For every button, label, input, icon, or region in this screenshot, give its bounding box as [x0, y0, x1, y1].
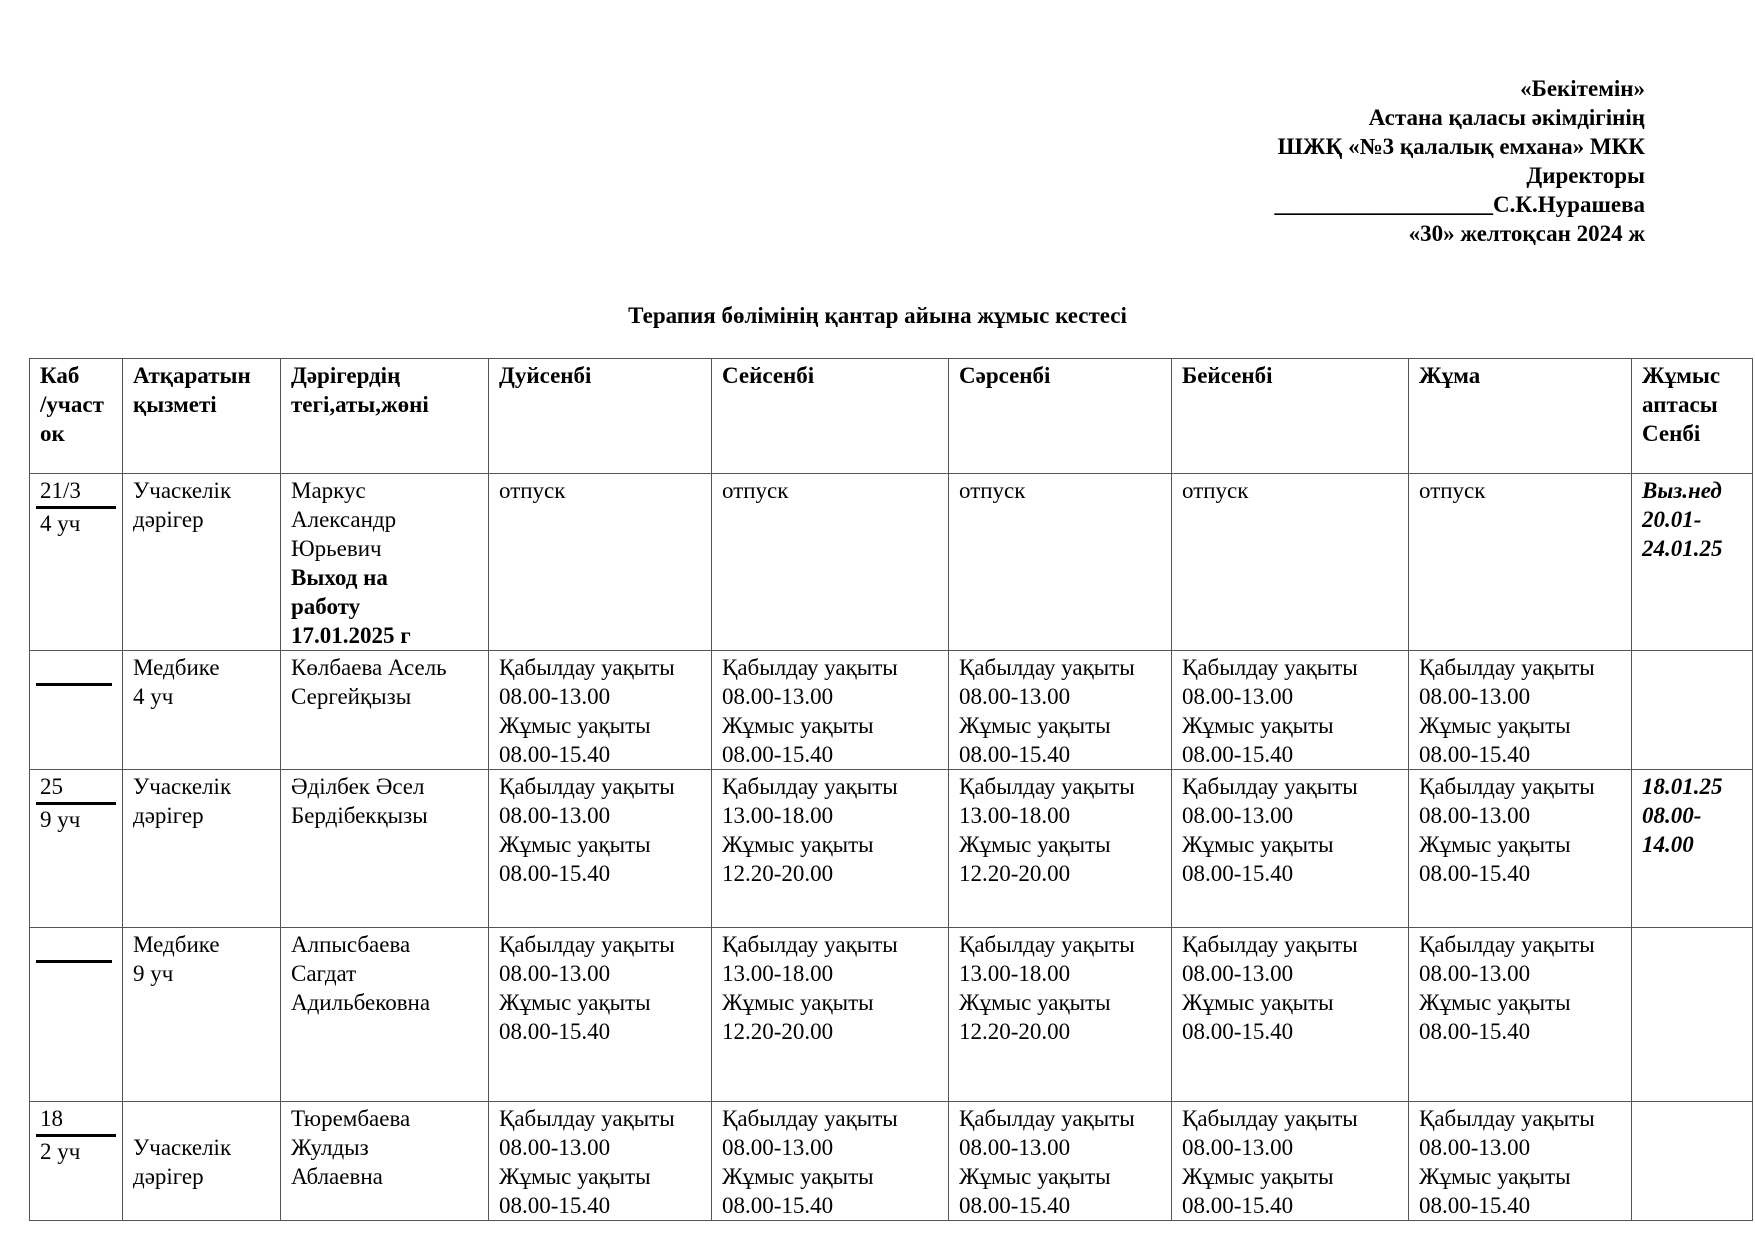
- wednesday-cell: [949, 770, 1172, 928]
- schedule-line: Жұмыс уақыты: [499, 832, 651, 857]
- header-cab: [30, 359, 123, 474]
- saturday-line: 18.01.25: [1642, 774, 1723, 799]
- schedule-line: 08.00-13.00: [722, 684, 834, 709]
- friday-cell: [1409, 928, 1632, 1102]
- schedule-line: 08.00-15.40: [499, 861, 611, 886]
- header-doctor: [281, 359, 489, 474]
- schedule-line: Қабылдау уақыты: [959, 655, 1135, 680]
- schedule-line: 08.00-13.00: [499, 684, 611, 709]
- header-doctor-line: тегі,аты,жөні: [291, 392, 429, 417]
- monday-cell: [489, 770, 712, 928]
- monday-cell: [489, 474, 712, 651]
- schedule-line: Жұмыс уақыты: [499, 990, 651, 1015]
- position-cell: [123, 1102, 281, 1221]
- name-cell: [281, 770, 489, 928]
- schedule-line: Қабылдау уақыты: [1419, 774, 1595, 799]
- table-row: [30, 1102, 1753, 1221]
- name-line: Юрьевич: [291, 536, 382, 561]
- tuesday-cell: [712, 770, 949, 928]
- thursday-cell: [1172, 651, 1409, 770]
- schedule-line: отпуск: [1182, 478, 1249, 503]
- schedule-line: 08.00-13.00: [959, 684, 1071, 709]
- blank-cab-line: [36, 683, 112, 686]
- schedule-line: 08.00-15.40: [1419, 742, 1531, 767]
- schedule-line: 08.00-15.40: [1182, 742, 1294, 767]
- header-row: [30, 359, 1753, 474]
- wednesday-cell: [949, 1102, 1172, 1221]
- schedule-line: 08.00-13.00: [1182, 961, 1294, 986]
- district: 9 уч: [40, 807, 81, 832]
- schedule-line: 08.00-15.40: [959, 1193, 1071, 1218]
- tuesday-cell: [712, 1102, 949, 1221]
- schedule-line: Жұмыс уақыты: [959, 990, 1111, 1015]
- saturday-cell: [1632, 928, 1753, 1102]
- schedule-line: Қабылдау уақыты: [722, 932, 898, 957]
- schedule-line: 12.20-20.00: [959, 861, 1071, 886]
- position-line: 4 уч: [133, 684, 174, 709]
- schedule-line: Жұмыс уақыты: [722, 990, 874, 1015]
- name-line: Әділбек Әсел: [291, 774, 425, 799]
- position-line: Медбике: [133, 932, 220, 957]
- schedule-line: Қабылдау уақыты: [722, 774, 898, 799]
- name-line: Аблаевна: [291, 1164, 383, 1189]
- schedule-line: 08.00-15.40: [1419, 861, 1531, 886]
- schedule-line: Жұмыс уақыты: [1419, 832, 1571, 857]
- position-cell: [123, 474, 281, 651]
- position-cell: [123, 928, 281, 1102]
- schedule-line: Қабылдау уақыты: [1419, 655, 1595, 680]
- position-line: дәрігер: [133, 507, 204, 532]
- schedule-line: Жұмыс уақыты: [959, 1164, 1111, 1189]
- header-cab-line: /участ: [40, 392, 104, 417]
- name-line: Сергейқызы: [291, 684, 412, 709]
- schedule-line: Қабылдау уақыты: [1182, 655, 1358, 680]
- cab-cell: [30, 770, 123, 928]
- cab-cell: [30, 1102, 123, 1221]
- schedule-line: 08.00-13.00: [959, 1135, 1071, 1160]
- schedule-line: Жұмыс уақыты: [959, 713, 1111, 738]
- schedule-line: 12.20-20.00: [959, 1019, 1071, 1044]
- schedule-line: Қабылдау уақыты: [1419, 932, 1595, 957]
- tuesday-cell: [712, 651, 949, 770]
- approval-date: «30» желтоқсан 2024 ж: [1408, 221, 1645, 246]
- schedule-line: 08.00-15.40: [499, 742, 611, 767]
- header-thursday: Бейсенбі: [1172, 359, 1409, 474]
- saturday-line: Выз.нед: [1642, 478, 1722, 503]
- return-note-line: 17.01.2025 г: [291, 623, 411, 648]
- friday-cell: [1409, 651, 1632, 770]
- schedule-line: Қабылдау уақыты: [1182, 1106, 1358, 1131]
- name-line: Сагдат: [291, 961, 357, 986]
- schedule-line: 08.00-13.00: [499, 961, 611, 986]
- position-cell: [123, 651, 281, 770]
- thursday-cell: [1172, 474, 1409, 651]
- schedule-line: 08.00-15.40: [1419, 1019, 1531, 1044]
- header-friday: Жұма: [1409, 359, 1632, 474]
- schedule-line: Қабылдау уақыты: [1182, 774, 1358, 799]
- schedule-line: Қабылдау уақыты: [1182, 932, 1358, 957]
- position-line: Учаскелік: [133, 774, 232, 799]
- header-cab-line: Каб: [40, 363, 80, 388]
- schedule-line: Жұмыс уақыты: [722, 1164, 874, 1189]
- approval-line: Астана қаласы әкімдігінің: [1368, 105, 1645, 130]
- header-monday: Дуйсенбі: [489, 359, 712, 474]
- schedule-line: 08.00-13.00: [722, 1135, 834, 1160]
- schedule-line: 08.00-15.40: [1182, 1019, 1294, 1044]
- approval-line: Директоры: [1526, 163, 1645, 188]
- wednesday-cell: [949, 474, 1172, 651]
- document-title: Терапия бөлімінің қантар айына жұмыс кестесі: [628, 303, 1127, 328]
- cab-number: 21/3: [36, 476, 116, 509]
- name-line: Тюрембаева: [291, 1106, 411, 1131]
- friday-cell: [1409, 1102, 1632, 1221]
- schedule-line: 13.00-18.00: [722, 961, 834, 986]
- schedule-line: Жұмыс уақыты: [1182, 990, 1334, 1015]
- schedule-line: отпуск: [959, 478, 1026, 503]
- schedule-line: 12.20-20.00: [722, 1019, 834, 1044]
- schedule-line: 13.00-18.00: [959, 961, 1071, 986]
- position-line: 9 уч: [133, 961, 174, 986]
- position-line: Медбике: [133, 655, 220, 680]
- schedule-table: [29, 358, 1753, 1221]
- schedule-line: 08.00-13.00: [1419, 803, 1531, 828]
- header-doctor-line: Дәрігердің: [291, 363, 401, 388]
- name-line: Адильбековна: [291, 990, 431, 1015]
- schedule-line: Жұмыс уақыты: [1182, 1164, 1334, 1189]
- schedule-line: 08.00-13.00: [499, 803, 611, 828]
- schedule-line: 08.00-15.40: [722, 742, 834, 767]
- header-saturday-line: Жұмыс: [1642, 363, 1721, 388]
- name-line: Алпысбаева: [291, 932, 411, 957]
- name-line: Маркус: [291, 478, 366, 503]
- schedule-line: 08.00-15.40: [722, 1193, 834, 1218]
- position-line: [133, 1104, 272, 1133]
- schedule-line: Қабылдау уақыты: [959, 1106, 1135, 1131]
- table-row: [30, 474, 1753, 651]
- schedule-line: Жұмыс уақыты: [959, 832, 1111, 857]
- thursday-cell: [1172, 770, 1409, 928]
- return-note-line: Выход на: [291, 565, 388, 590]
- saturday-cell: [1632, 1102, 1753, 1221]
- schedule-line: Жұмыс уақыты: [1419, 990, 1571, 1015]
- approval-block: [1274, 74, 1645, 248]
- district: 2 уч: [40, 1139, 81, 1164]
- schedule-line: 08.00-13.00: [1182, 684, 1294, 709]
- schedule-line: 08.00-15.40: [499, 1019, 611, 1044]
- saturday-line: 20.01-: [1642, 507, 1702, 532]
- friday-cell: [1409, 770, 1632, 928]
- header-saturday: [1632, 359, 1753, 474]
- cab-cell: [30, 651, 123, 770]
- schedule-line: Жұмыс уақыты: [1182, 832, 1334, 857]
- schedule-line: Жұмыс уақыты: [722, 832, 874, 857]
- schedule-line: Жұмыс уақыты: [499, 713, 651, 738]
- district: 4 уч: [40, 511, 81, 536]
- return-note-line: работу: [291, 594, 361, 619]
- schedule-line: Жұмыс уақыты: [1419, 713, 1571, 738]
- header-position-line: Атқаратын: [133, 363, 251, 388]
- schedule-line: Қабылдау уақыты: [959, 932, 1135, 957]
- saturday-cell: [1632, 770, 1753, 928]
- saturday-line: 24.01.25: [1642, 536, 1723, 561]
- schedule-line: 08.00-13.00: [1419, 961, 1531, 986]
- approval-line: ШЖҚ «№3 қалалық емхана» МКК: [1277, 134, 1645, 159]
- schedule-line: 08.00-13.00: [1182, 803, 1294, 828]
- name-cell: [281, 474, 489, 651]
- monday-cell: [489, 651, 712, 770]
- saturday-line: 14.00: [1642, 832, 1694, 857]
- schedule-line: отпуск: [499, 478, 566, 503]
- cab-cell: [30, 928, 123, 1102]
- schedule-line: 08.00-13.00: [1419, 684, 1531, 709]
- position-line: Учаскелік: [133, 478, 232, 503]
- schedule-line: 08.00-15.40: [1419, 1193, 1531, 1218]
- table-row: [30, 770, 1753, 928]
- schedule-line: 12.20-20.00: [722, 861, 834, 886]
- schedule-line: 08.00-15.40: [959, 742, 1071, 767]
- cab-number: 25: [36, 772, 116, 805]
- position-line: дәрігер: [133, 803, 204, 828]
- approval-signature-line: ___________________С.К.Нурашева: [1274, 192, 1645, 217]
- schedule-line: 08.00-15.40: [1182, 861, 1294, 886]
- header-position: [123, 359, 281, 474]
- schedule-line: отпуск: [722, 478, 789, 503]
- schedule-line: Жұмыс уақыты: [499, 1164, 651, 1189]
- schedule-line: 08.00-13.00: [1182, 1135, 1294, 1160]
- name-line: Жулдыз: [291, 1135, 369, 1160]
- name-line: Көлбаева Асель: [291, 655, 447, 680]
- schedule-line: отпуск: [1419, 478, 1486, 503]
- monday-cell: [489, 928, 712, 1102]
- table-row: [30, 651, 1753, 770]
- position-cell: [123, 770, 281, 928]
- schedule-line: 08.00-13.00: [499, 1135, 611, 1160]
- schedule-line: Қабылдау уақыты: [499, 774, 675, 799]
- schedule-line: 08.00-15.40: [499, 1193, 611, 1218]
- header-saturday-line: аптасы: [1642, 392, 1718, 417]
- blank-cab-line: [36, 960, 112, 963]
- schedule-line: Қабылдау уақыты: [1419, 1106, 1595, 1131]
- schedule-line: Қабылдау уақыты: [499, 1106, 675, 1131]
- header-tuesday: Сейсенбі: [712, 359, 949, 474]
- saturday-cell: [1632, 651, 1753, 770]
- position-line: дәрігер: [133, 1164, 204, 1189]
- header-position-line: қызметі: [133, 392, 217, 417]
- name-line: Александр: [291, 507, 397, 532]
- schedule-line: Қабылдау уақыты: [722, 1106, 898, 1131]
- wednesday-cell: [949, 928, 1172, 1102]
- schedule-line: Жұмыс уақыты: [722, 713, 874, 738]
- header-cab-line: ок: [40, 421, 65, 446]
- schedule-line: Қабылдау уақыты: [499, 932, 675, 957]
- header-saturday-line: Сенбі: [1642, 421, 1701, 446]
- schedule-line: 13.00-18.00: [722, 803, 834, 828]
- approval-line: «Бекітемін»: [1520, 76, 1645, 101]
- schedule-line: Қабылдау уақыты: [959, 774, 1135, 799]
- schedule-line: 08.00-15.40: [1182, 1193, 1294, 1218]
- friday-cell: [1409, 474, 1632, 651]
- saturday-cell: [1632, 474, 1753, 651]
- header-wednesday: Сәрсенбі: [949, 359, 1172, 474]
- schedule-line: Жұмыс уақыты: [1182, 713, 1334, 738]
- tuesday-cell: [712, 928, 949, 1102]
- schedule-line: 13.00-18.00: [959, 803, 1071, 828]
- thursday-cell: [1172, 928, 1409, 1102]
- monday-cell: [489, 1102, 712, 1221]
- name-line: Бердібекқызы: [291, 803, 428, 828]
- name-cell: [281, 1102, 489, 1221]
- thursday-cell: [1172, 1102, 1409, 1221]
- name-cell: [281, 651, 489, 770]
- schedule-line: Қабылдау уақыты: [499, 655, 675, 680]
- schedule-line: Жұмыс уақыты: [1419, 1164, 1571, 1189]
- cab-cell: [30, 474, 123, 651]
- position-line: Учаскелік: [133, 1135, 232, 1160]
- table-row: [30, 928, 1753, 1102]
- schedule-line: 08.00-13.00: [1419, 1135, 1531, 1160]
- cab-number: 18: [36, 1104, 116, 1137]
- wednesday-cell: [949, 651, 1172, 770]
- name-cell: [281, 928, 489, 1102]
- saturday-line: 08.00-: [1642, 803, 1702, 828]
- tuesday-cell: [712, 474, 949, 651]
- schedule-line: Қабылдау уақыты: [722, 655, 898, 680]
